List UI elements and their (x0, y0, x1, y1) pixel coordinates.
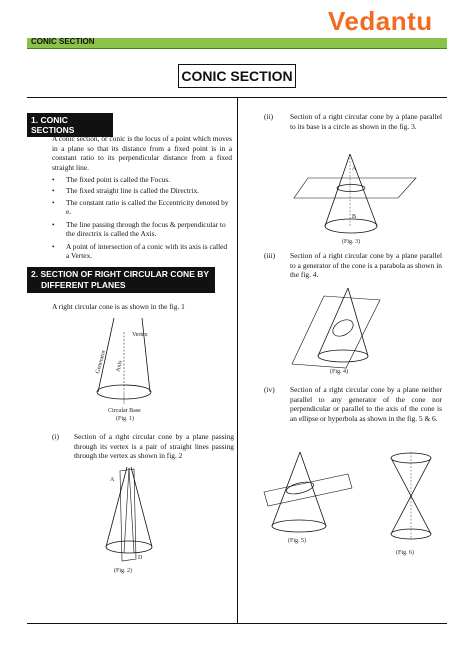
fig3-label-b: B (352, 214, 357, 220)
section1-intro: A conic section, or conic is the locus of a point which moves in a plane so that its distance from a fixed point is in a constant ratio to its perpendicular distance from a fixed straight line. (52, 134, 232, 172)
brand-name: Vedantu (328, 6, 433, 36)
fig2-caption: (Fig. 2) (114, 568, 132, 574)
fig1-caption: (Fig. 1) (116, 416, 134, 422)
figure-5-cone (252, 448, 357, 548)
section1-heading: 1. CONIC SECTIONS (27, 113, 113, 137)
bullet-item: • The line passing through the focus & perpendicular to the directrix is called the Axis. (52, 220, 226, 238)
fig6-caption: (Fig. 6) (396, 550, 414, 556)
column-divider (237, 97, 238, 623)
fig5-caption: (Fig. 5) (288, 538, 306, 544)
figure-3-cone (292, 148, 432, 246)
fig1-axis-label: Axis (115, 360, 124, 373)
fig1-base-label: Circular Base (108, 408, 141, 414)
bullet-item: • The constant ratio is called the Eccentricity denoted by e. (52, 198, 229, 216)
item-i-number: (i) (52, 432, 59, 441)
fig2-label-a: A (110, 477, 115, 483)
header-label: CONIC SECTION (31, 37, 95, 46)
bullet-item: • The fixed point is called the Focus. (52, 175, 171, 184)
fig3-label-a: A (352, 166, 357, 172)
bullet-item: • The fixed straight line is called the Directrix. (52, 186, 199, 195)
figure-6-double-cone (378, 446, 444, 558)
item-iv-text: Section of a right circular cone by a plane neither parallel to any generator of the cone nor perpendicular or parallel to the axis of the cone is an ellipse or hyperbola as shown in the fig. 5 & 6. (290, 385, 442, 423)
vedantu-logo (328, 6, 448, 42)
section2-heading-line2: DIFFERENT PLANES (41, 280, 126, 290)
item-i-text: Section of a right circular cone by a plane passing through its vertex is a pair of straight lines passing through the vertex as shown in fig. 2 (74, 432, 234, 460)
fig3-caption: (Fig. 3) (342, 239, 360, 245)
page-title-box (178, 64, 296, 88)
figure-2-cone (94, 463, 164, 578)
figure-4-cone (288, 284, 388, 376)
fig2-label-d: D (138, 555, 143, 561)
section2-heading (27, 267, 215, 293)
item-iv-number: (iv) (264, 385, 275, 394)
section2-intro: A right circular cone is as shown in the fig. 1 (52, 302, 185, 311)
item-ii-number: (ii) (264, 112, 274, 121)
bullet-item: • A point of intersection of a conic with its axis is called a Vertex. (52, 242, 228, 260)
figure-1-cone (84, 312, 174, 424)
item-iii-text: Section of a right circular cone by a plane parallel to a generator of the cone is a parabola as shown in the fig. 4. (290, 251, 442, 279)
fig1-vertex-label: Vertex (132, 332, 148, 338)
page-title: CONIC SECTION (181, 68, 293, 84)
section2-heading-line1: 2. SECTION OF RIGHT CIRCULAR CONE BY (31, 269, 210, 279)
bottom-rule (27, 623, 447, 624)
header-bar (27, 38, 447, 49)
item-ii-text: Section of a right circular cone by a plane parallel to its base is a circle as shown in the fig. 3. (290, 112, 442, 131)
fig4-caption: (Fig. 4) (330, 369, 348, 375)
fig1-generator-label: Generator (95, 349, 108, 375)
item-iii-number: (iii) (264, 251, 276, 260)
